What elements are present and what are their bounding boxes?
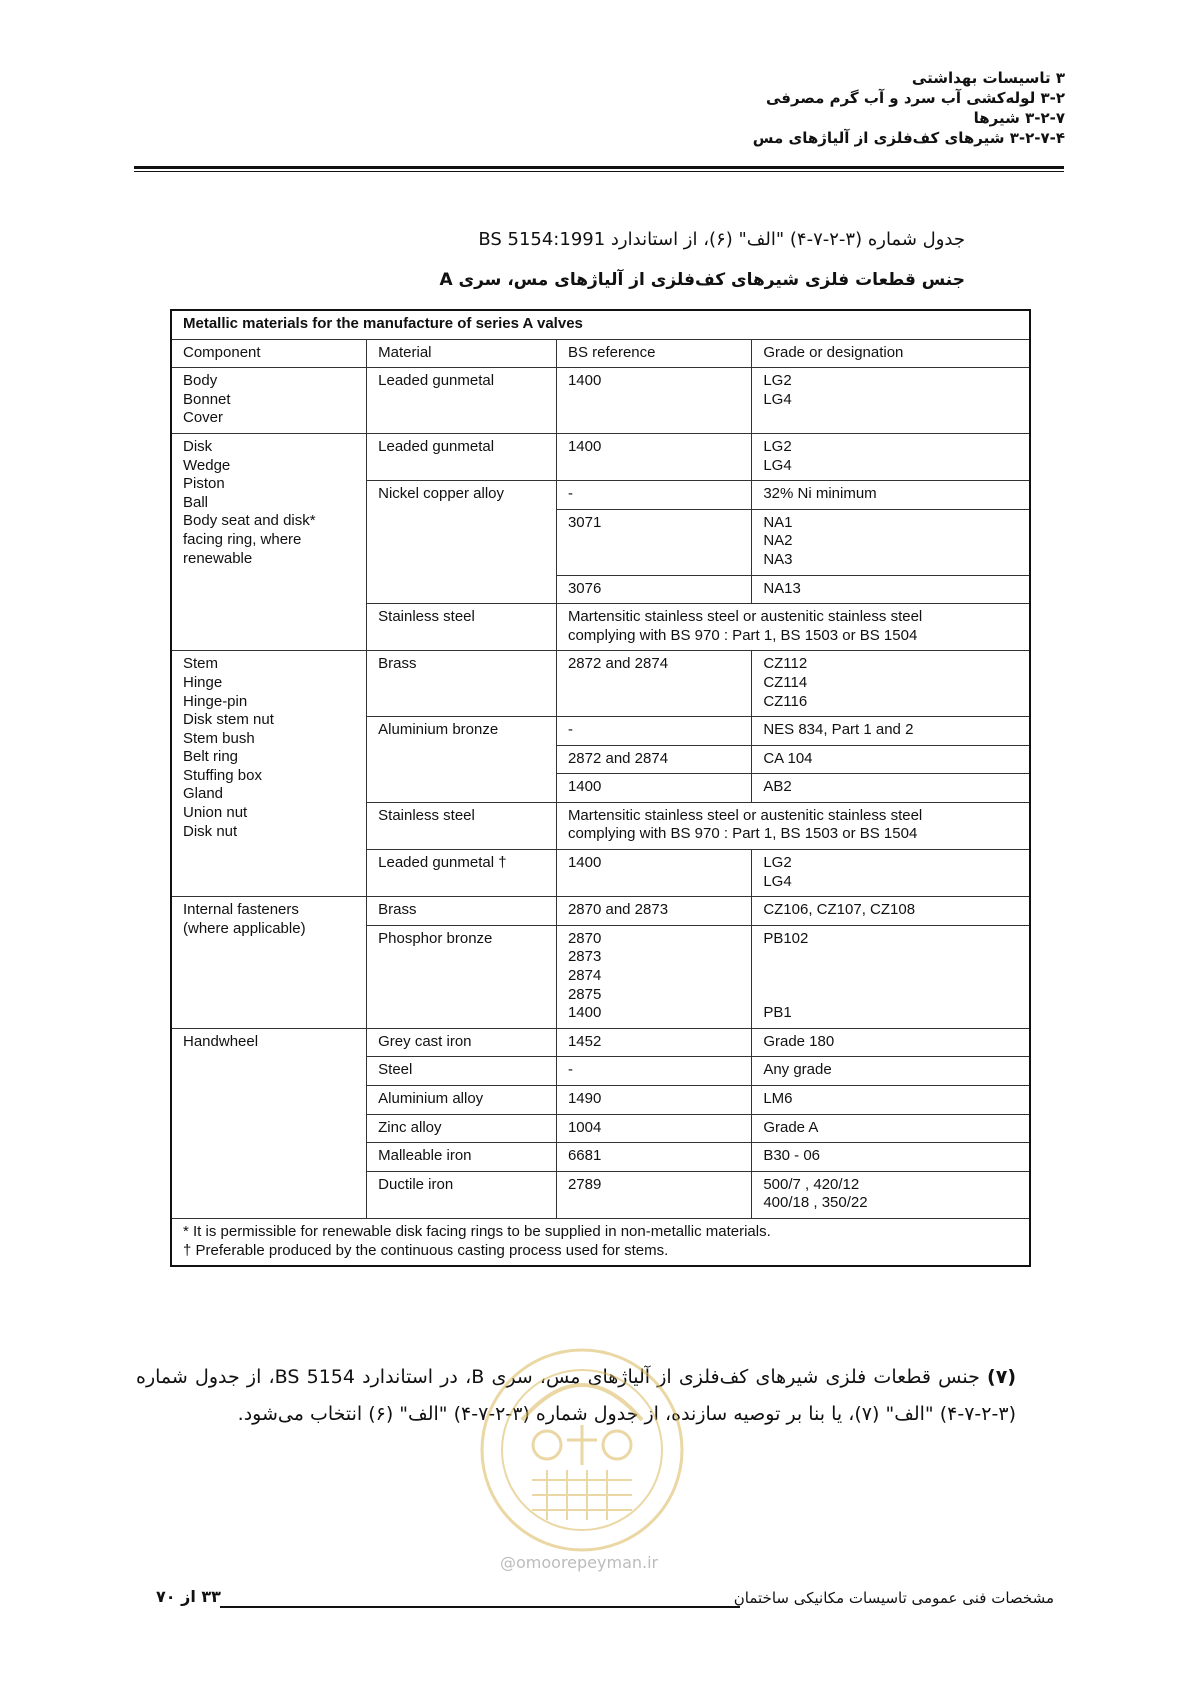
footnote: * It is permissible for renewable disk facing rings to be supplied in non-metallic materials. [183, 1222, 771, 1240]
bs-reference-cell: - [556, 1057, 751, 1086]
paragraph-text: جنس قطعات فلزی شیرهای کف‌فلزی از آلیاژهای مس، سری B، در استاندارد BS 5154، از جدول شماره (۳-۲-۷-۴) "الف" (۷)، یا بنا بر توصیه سازنده، از جدول شماره (۳-۲-۷-۴) "الف" (۶) انتخاب می‌شود. [136, 1366, 1016, 1425]
table-header-row [171, 339, 1030, 368]
bs-reference-cell: 1400 [556, 368, 751, 434]
component-cell: Handwheel [171, 1028, 367, 1218]
grade-cell: LG2 LG4 [752, 850, 1030, 897]
material-cell: Leaded gunmetal † [367, 850, 557, 897]
column-header: BS reference [556, 339, 751, 368]
seal-logo-icon [462, 1330, 702, 1580]
component-cell: Stem Hinge Hinge-pin Disk stem nut Stem bush Belt ring Stuffing box Gland Union nut Disk nut [171, 651, 367, 897]
header-rule-thick [134, 166, 1064, 169]
grade-cell: CZ106, CZ107, CZ108 [752, 897, 1030, 926]
bs-reference-cell: 1452 [556, 1028, 751, 1057]
column-header: Grade or designation [752, 339, 1030, 368]
page-header [365, 68, 1065, 148]
bs-reference-cell: 3071 [556, 509, 751, 575]
table-row [171, 368, 1030, 434]
materials-table [170, 309, 1031, 1267]
table-caption-title: جنس قطعات فلزی شیرهای کف‌فلزی از آلیاژهای مس، سری A [439, 270, 965, 290]
paragraph-number: (۷) [987, 1366, 1017, 1388]
bs-reference-cell: 2872 and 2874 [556, 745, 751, 774]
material-cell: Leaded gunmetal [367, 433, 557, 480]
footer-title: مشخصات فنی عمومی تاسیسات مکانیکی ساختمان [733, 1589, 1054, 1607]
material-cell: Ductile iron [367, 1171, 557, 1218]
header-line-1: ۳ تاسیسات بهداشتی [911, 69, 1065, 87]
grade-cell: Grade 180 [752, 1028, 1030, 1057]
bs-reference-cell: 1400 [556, 433, 751, 480]
grade-cell: PB102 PB1 [752, 925, 1030, 1028]
bs-reference-cell: 2789 [556, 1171, 751, 1218]
grade-cell: CA 104 [752, 745, 1030, 774]
material-cell: Nickel copper alloy [367, 481, 557, 604]
bs-reference-cell: 1400 [556, 774, 751, 803]
material-cell: Steel [367, 1057, 557, 1086]
table-title-row [171, 310, 1030, 339]
material-cell: Grey cast iron [367, 1028, 557, 1057]
grade-cell: 500/7 , 420/12 400/18 , 350/22 [752, 1171, 1030, 1218]
material-cell: Aluminium alloy [367, 1086, 557, 1115]
material-cell: Malleable iron [367, 1143, 557, 1172]
header-line-3: ۳-۲-۷ شیرها [973, 109, 1065, 127]
bs-reference-cell: 1400 [556, 850, 751, 897]
grade-cell: LG2 LG4 [752, 368, 1030, 434]
bs-reference-cell: 6681 [556, 1143, 751, 1172]
header-line-4: ۳-۲-۷-۴ شیرهای کف‌فلزی از آلیاژهای مس [752, 129, 1065, 147]
table-row [171, 1028, 1030, 1057]
table-row [171, 897, 1030, 926]
bs-reference-cell: 2872 and 2874 [556, 651, 751, 717]
grade-cell: AB2 [752, 774, 1030, 803]
table-title: Metallic materials for the manufacture of series A valves [171, 310, 1030, 339]
table-footnotes-row [171, 1218, 1030, 1266]
bs-reference-cell: - [556, 717, 751, 746]
material-cell: Phosphor bronze [367, 925, 557, 1028]
bs-reference-cell: 1004 [556, 1114, 751, 1143]
spec-cell: Martensitic stainless steel or austenitic stainless steel complying with BS 970 : Part 1, BS 1503 or BS 1504 [556, 802, 1030, 849]
bs-reference-cell: - [556, 481, 751, 510]
bs-reference-cell: 2870 and 2873 [556, 897, 751, 926]
bs-reference-cell: 1490 [556, 1086, 751, 1115]
grade-cell: NES 834, Part 1 and 2 [752, 717, 1030, 746]
header-rule-thin [134, 171, 1064, 172]
column-header: Material [367, 339, 557, 368]
grade-cell: LG2 LG4 [752, 433, 1030, 480]
grade-cell: LM6 [752, 1086, 1030, 1115]
material-cell: Stainless steel [367, 802, 557, 849]
grade-cell: NA13 [752, 575, 1030, 604]
column-header: Component [171, 339, 367, 368]
material-cell: Stainless steel [367, 604, 557, 651]
material-cell: Aluminium bronze [367, 717, 557, 803]
component-cell: Body Bonnet Cover [171, 368, 367, 434]
grade-cell: CZ112 CZ114 CZ116 [752, 651, 1030, 717]
table-row [171, 651, 1030, 717]
material-cell: Brass [367, 651, 557, 717]
watermark-url: @omoorepeyman.ir [500, 1553, 659, 1572]
bs-reference-cell: 2870 2873 2874 2875 1400 [556, 925, 751, 1028]
material-cell: Leaded gunmetal [367, 368, 557, 434]
header-line-2: ۳-۲ لوله‌کشی آب سرد و آب گرم مصرفی [765, 89, 1065, 107]
grade-cell: 32% Ni minimum [752, 481, 1030, 510]
grade-cell: Any grade [752, 1057, 1030, 1086]
footer-rule [220, 1606, 740, 1608]
material-cell: Zinc alloy [367, 1114, 557, 1143]
table-caption-reference: جدول شماره (۳-۲-۷-۴) "الف" (۶)، از استاندارد BS 5154:1991 [478, 229, 965, 250]
grade-cell: NA1 NA2 NA3 [752, 509, 1030, 575]
footer-page-number: ۳۳ از ۷۰ [156, 1587, 221, 1606]
spec-cell: Martensitic stainless steel or austenitic stainless steel complying with BS 970 : Part 1, BS 1503 or BS 1504 [556, 604, 1030, 651]
footnotes-cell [171, 1218, 1030, 1266]
bs-reference-cell: 3076 [556, 575, 751, 604]
component-cell: Disk Wedge Piston Ball Body seat and disk* facing ring, where renewable [171, 433, 367, 650]
component-cell: Internal fasteners (where applicable) [171, 897, 367, 1029]
grade-cell: B30 - 06 [752, 1143, 1030, 1172]
grade-cell: Grade A [752, 1114, 1030, 1143]
material-cell: Brass [367, 897, 557, 926]
table-row [171, 433, 1030, 480]
footnote: † Preferable produced by the continuous casting process used for stems. [183, 1241, 669, 1259]
